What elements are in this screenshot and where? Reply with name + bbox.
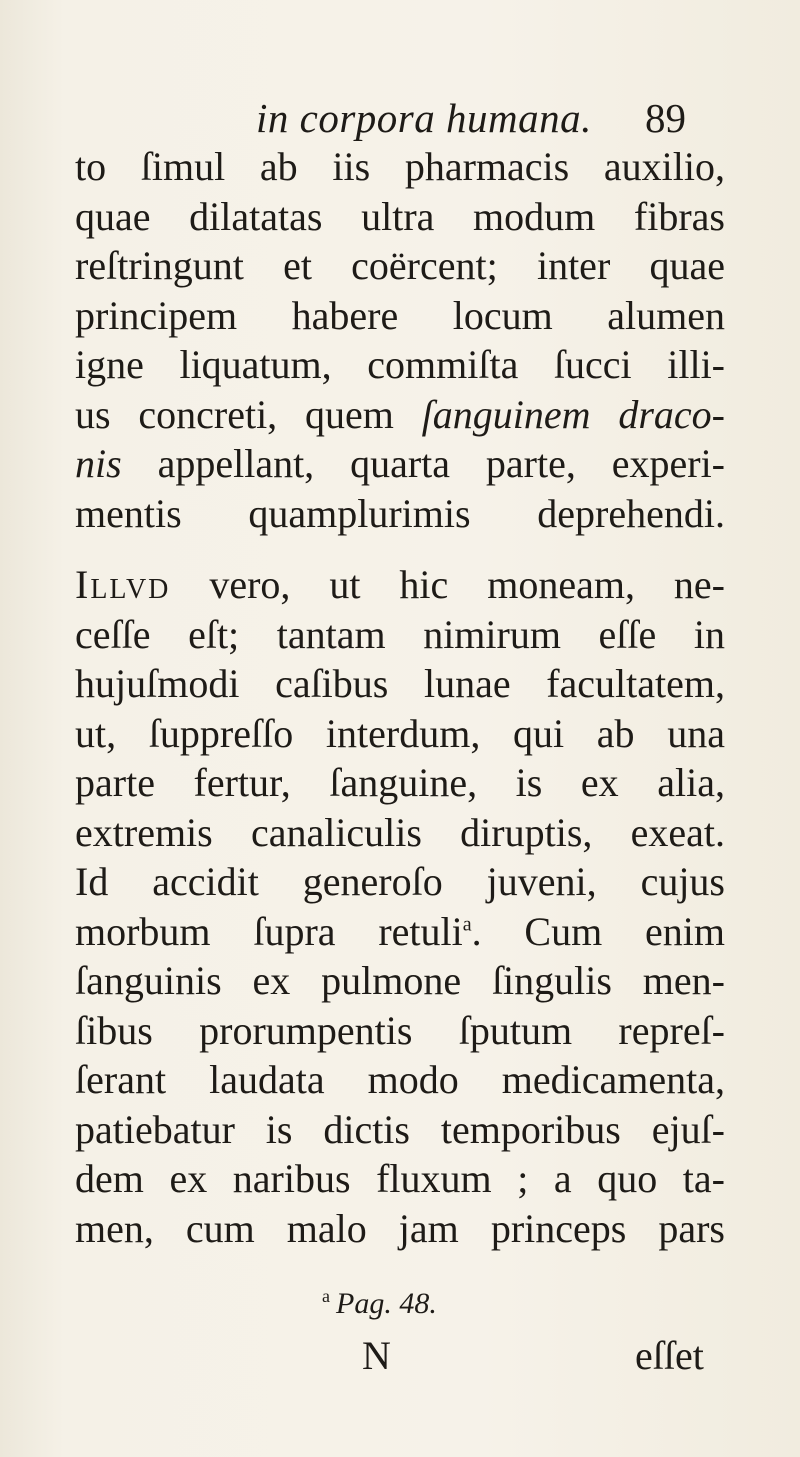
text-line: ſanguinis ex pulmone ſingulis men- (75, 958, 725, 1003)
text-line (75, 907, 725, 957)
text-line: dem ex naribus fluxum ; a quo ta- (75, 1156, 725, 1201)
text-segment: appellant, quarta parte, experi- (157, 441, 725, 486)
running-title: in corpora humana. (256, 95, 592, 141)
footnote-text: Pag. 48. (336, 1287, 437, 1320)
italic-phrase: nis (75, 441, 122, 486)
catchword: eſſet (635, 1333, 704, 1378)
text-segment: vero, ut hic moneam, ne- (209, 562, 725, 607)
body-text (75, 142, 725, 1253)
text-line (75, 560, 725, 610)
text-line: ceſſe eſt; tantam nimirum eſſe in (75, 611, 725, 657)
text-line: men, cum malo jam princeps pars (75, 1205, 725, 1251)
text-line (75, 439, 725, 489)
footnote (322, 1286, 437, 1321)
text-line (75, 390, 725, 440)
signature-mark: N (362, 1333, 391, 1378)
text-line: Id accidit generoſo juveni, cujus (75, 859, 725, 904)
text-line: igne liquatum, commiſta ſucci illi- (75, 342, 725, 387)
footnote-marker: a (462, 913, 472, 936)
text-segment: us concreti, quem (75, 391, 394, 437)
paragraph-lead-word: Illvd (75, 562, 171, 607)
footnote-mark: a (322, 1286, 330, 1306)
text-segment: . Cum enim (471, 908, 725, 954)
text-line: reſtringunt et coërcent; inter quae (75, 243, 725, 288)
text-line: patiebatur is dictis temporibus ejuſ- (75, 1106, 725, 1152)
italic-phrase: ſanguinem draco- (421, 391, 725, 437)
text-line: principem habere locum alumen (75, 292, 725, 338)
paragraph-gap (75, 538, 725, 560)
text-line: to ſimul ab iis pharmacis auxilio, (75, 144, 725, 189)
text-line: ſibus prorumpentis ſputum repreſ- (75, 1007, 725, 1053)
text-line: hujuſmodi caſibus lunae facultatem, (75, 661, 725, 706)
text-line: extremis canaliculis diruptis, exeat. (75, 809, 725, 855)
page-number: 89 (645, 95, 686, 141)
text-line: quae dilatatas ultra modum fibras (75, 193, 725, 239)
text-line: mentis quamplurimis deprehendi. (75, 490, 725, 536)
text-line: ſerant laudata modo medicamenta, (75, 1057, 725, 1102)
text-segment: morbum ſupra retuli (75, 908, 463, 954)
text-line: ut, ſuppreſſo interdum, qui ab una (75, 710, 725, 756)
text-line: parte fertur, ſanguine, is ex alia, (75, 760, 725, 805)
